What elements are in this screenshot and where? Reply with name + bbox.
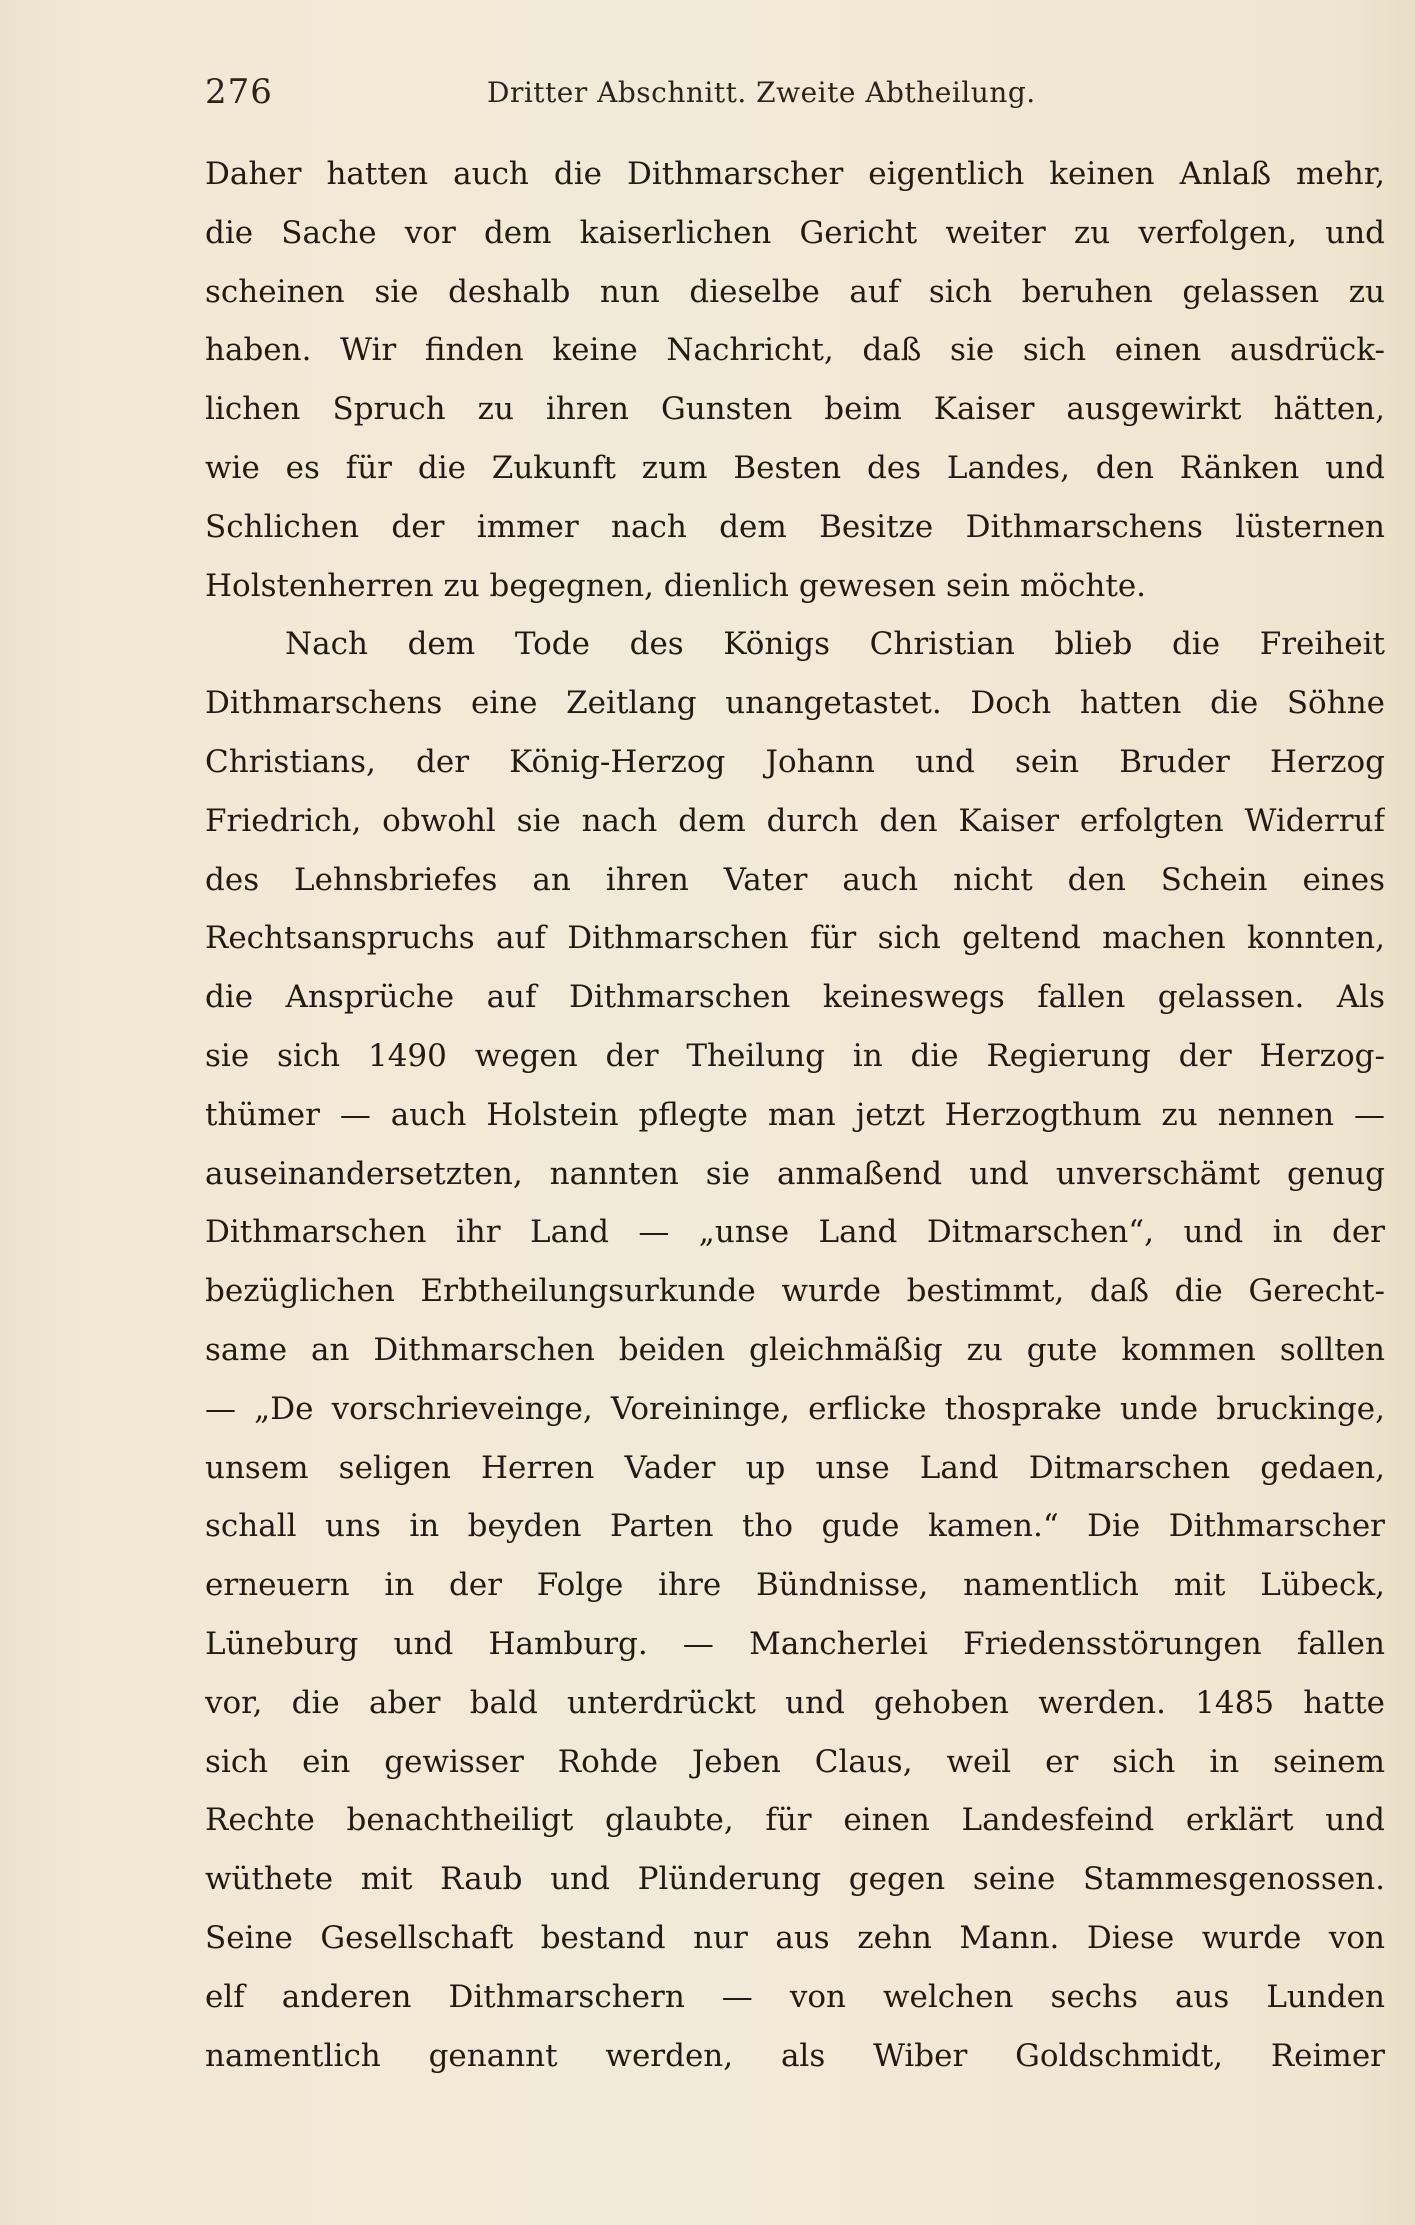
text-line: Holstenherren zu begegnen, dienlich gewesen sein möchte. — [205, 567, 1147, 604]
text-line: schall uns in beyden Parten tho gude kamen.“ Die Dithmarscher — [205, 1508, 1385, 1545]
text-line: erneuern in der Folge ihre Bündnisse, namentlich mit Lübeck, — [205, 1567, 1385, 1604]
paragraph-first-line: Nach dem Tode des Königs Christian blieb die Freiheit — [285, 626, 1385, 663]
text-line: Daher hatten auch die Dithmarscher eigentlich keinen Anlaß mehr, — [205, 156, 1385, 192]
text-line: Dithmarschen ihr Land — „unse Land Ditmarschen“, und in der — [205, 1214, 1385, 1251]
text-line: scheinen sie deshalb nun dieselbe auf sich beruhen gelassen zu — [205, 273, 1385, 310]
text-line: — „De vorschrieveinge, Voreininge, erflicke thosprake unde bruckinge, — [205, 1390, 1385, 1427]
text-line: Friedrich, obwohl sie nach dem durch den Kaiser erfolgten Widerruf — [205, 802, 1385, 839]
text-line: same an Dithmarschen beiden gleichmäßig zu gute kommen sollten — [205, 1331, 1385, 1368]
page-number: 276 — [205, 72, 273, 112]
text-line: die Ansprüche auf Dithmarschen keineswegs fallen gelassen. Als — [205, 979, 1385, 1016]
text-line: unsem seligen Herren Vader up unse Land Ditmarschen gedaen, — [205, 1449, 1385, 1486]
body-text — [205, 145, 1385, 2085]
text-line: sie sich 1490 wegen der Theilung in die Regierung der Herzog- — [205, 1037, 1385, 1074]
page-header — [205, 72, 1105, 128]
text-line: lichen Spruch zu ihren Gunsten beim Kaiser ausgewirkt hätten, — [205, 391, 1385, 428]
text-line: Dithmarschens eine Zeitlang unangetastet. Doch hatten die Söhne — [205, 685, 1385, 722]
text-line: auseinandersetzten, nannten sie anmaßend und unverschämt genug — [205, 1155, 1385, 1192]
text-line: bezüglichen Erbtheilungsurkunde wurde bestimmt, daß die Gerecht- — [205, 1273, 1385, 1310]
text-line: thümer — auch Holstein pflegte man jetzt Herzogthum zu nennen — — [205, 1096, 1385, 1133]
text-line: des Lehnsbriefes an ihren Vater auch nicht den Schein eines — [205, 861, 1385, 898]
text-line: haben. Wir finden keine Nachricht, daß sie sich einen ausdrück- — [205, 332, 1385, 369]
text-line: vor, die aber bald unterdrückt und gehoben werden. 1485 hatte — [205, 1684, 1385, 1721]
text-line: wüthete mit Raub und Plünderung gegen seine Stammesgenossen. — [205, 1861, 1385, 1898]
text-line: Rechtsanspruchs auf Dithmarschen für sich geltend machen konnten, — [205, 920, 1385, 957]
text-line: sich ein gewisser Rohde Jeben Claus, weil er sich in seinem — [205, 1743, 1385, 1780]
text-line: Christians, der König-Herzog Johann und sein Bruder Herzog — [205, 743, 1385, 780]
text-line: Lüneburg und Hamburg. — Mancherlei Friedensstörungen fallen — [205, 1625, 1385, 1662]
text-line: Seine Gesellschaft bestand nur aus zehn Mann. Diese wurde von — [205, 1919, 1385, 1956]
text-line: namentlich genannt werden, als Wiber Goldschmidt, Reimer — [205, 2037, 1385, 2074]
text-line: elf anderen Dithmarschern — von welchen sechs aus Lunden — [205, 1978, 1385, 2015]
text-line: die Sache vor dem kaiserlichen Gericht weiter zu verfolgen, und — [205, 214, 1385, 251]
text-line: Rechte benachtheiligt glaubte, für einen Landesfeind erklärt und — [205, 1802, 1385, 1839]
running-head: Dritter Abschnitt. Zweite Abtheilung. — [487, 76, 1036, 109]
text-line: Schlichen der immer nach dem Besitze Dithmarschens lüsternen — [205, 508, 1385, 545]
text-line: wie es für die Zukunft zum Besten des Landes, den Ränken und — [205, 449, 1385, 486]
